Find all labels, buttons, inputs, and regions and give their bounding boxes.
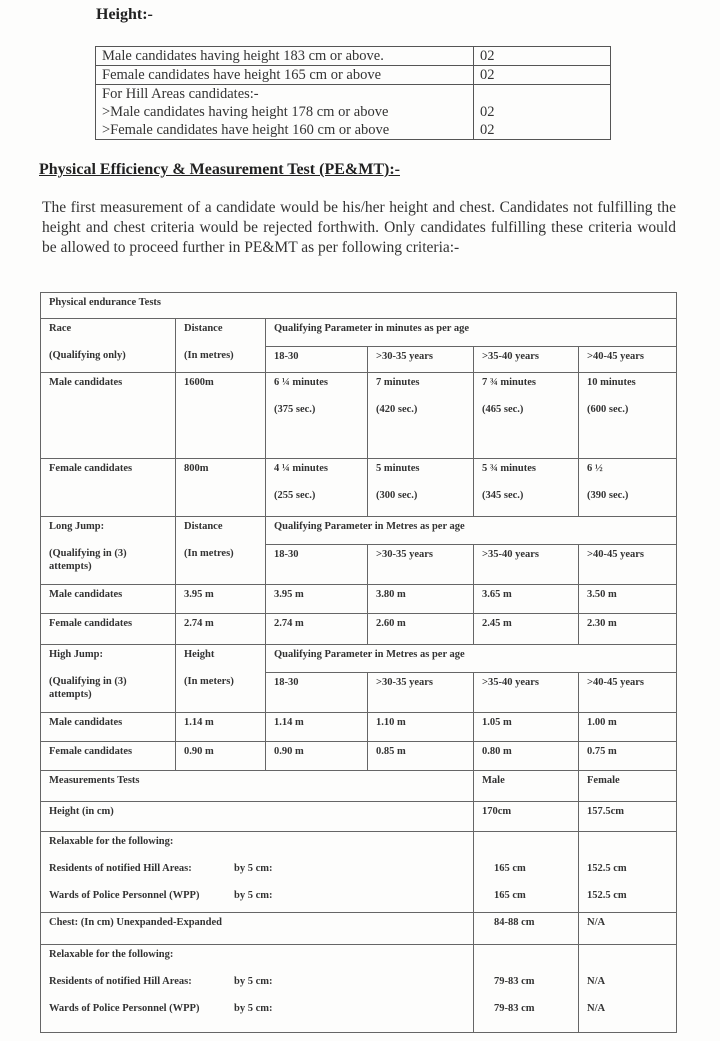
long_jump-row: Male candidates 3.95 m 3.95 m 3.80 m 3.65 m 3.50 m	[41, 585, 677, 614]
height-table	[95, 46, 611, 140]
long_jump-age-row: 18-30 >30-35 years >35-40 years >40-45 years	[41, 545, 677, 585]
long_jump-header-row: Long Jump: (Qualifying in (3) attempts) Distance (In metres) Qualifying Parameter in Metres as per age	[41, 517, 677, 545]
high_jump-row: Male candidates 1.14 m 1.14 m 1.10 m 1.05 m 1.00 m	[41, 713, 677, 742]
table-row: Male candidates having height 183 cm or above. 02	[96, 47, 611, 66]
race-age-row: 18-30 >30-35 years >35-40 years >40-45 years	[41, 347, 677, 373]
pemt-heading: Physical Efficiency & Measurement Test (PE&MT):-	[39, 161, 400, 178]
table-row: For Hill Areas candidates:- >Male candidates having height 178 cm or above >Female candidates have height 160 cm or above 02 02	[96, 85, 611, 140]
height-row: Height (in cm) 170cm 157.5cm	[41, 802, 677, 832]
height-heading: Height:-	[96, 6, 153, 23]
race-row: Female candidates 800m 4 ¼ minutes (255 sec.) 5 minutes (300 sec.) 5 ¾ minutes (345 sec.) 6 ½ (390 sec.)	[41, 459, 677, 517]
chest-row: Chest: (In cm) Unexpanded-Expanded 84-88 cm N/A	[41, 913, 677, 945]
chest_relax-row: Relaxable for the following: Residents of notified Hill Areas: by 5 cm: Wards of Police Personnel (WPP) by 5 cm: 79-83 cm 79-83 cm N/A N/A	[41, 945, 677, 1033]
high_jump-row: Female candidates 0.90 m 0.90 m 0.85 m 0.80 m 0.75 m	[41, 742, 677, 771]
pemt-paragraph: The first measurement of a candidate would be his/her height and chest. Candidates not fulfilling the height and chest criteria would be rejected forthwith. Only candidates fulfilling these criteria would be allowed to proceed further in PE&MT as per following criteria:-	[42, 199, 676, 256]
race-header-row: Race (Qualifying only) Distance (In metres) Qualifying Parameter in minutes as per age	[41, 319, 677, 347]
table-row: Female candidates have height 165 cm or above 02	[96, 66, 611, 85]
race-row: Male candidates 1600m 6 ¼ minutes (375 sec.) 7 minutes (420 sec.) 7 ¾ minutes (465 sec.) 10 minutes (600 sec.)	[41, 373, 677, 459]
measurements-header-row: Measurements Tests Male Female	[41, 771, 677, 802]
high_jump-age-row: 18-30 >30-35 years >35-40 years >40-45 years	[41, 673, 677, 713]
endurance-title-row: Physical endurance Tests	[41, 293, 677, 319]
high_jump-header-row: High Jump: (Qualifying in (3) attempts) Height (In meters) Qualifying Parameter in Metres as per age	[41, 645, 677, 673]
pemt-table	[40, 292, 677, 1033]
height_relax-row: Relaxable for the following: Residents of notified Hill Areas: by 5 cm: Wards of Police Personnel (WPP) by 5 cm: 165 cm 165 cm 152.5 cm 152.5 cm	[41, 832, 677, 913]
long_jump-row: Female candidates 2.74 m 2.74 m 2.60 m 2.45 m 2.30 m	[41, 614, 677, 645]
